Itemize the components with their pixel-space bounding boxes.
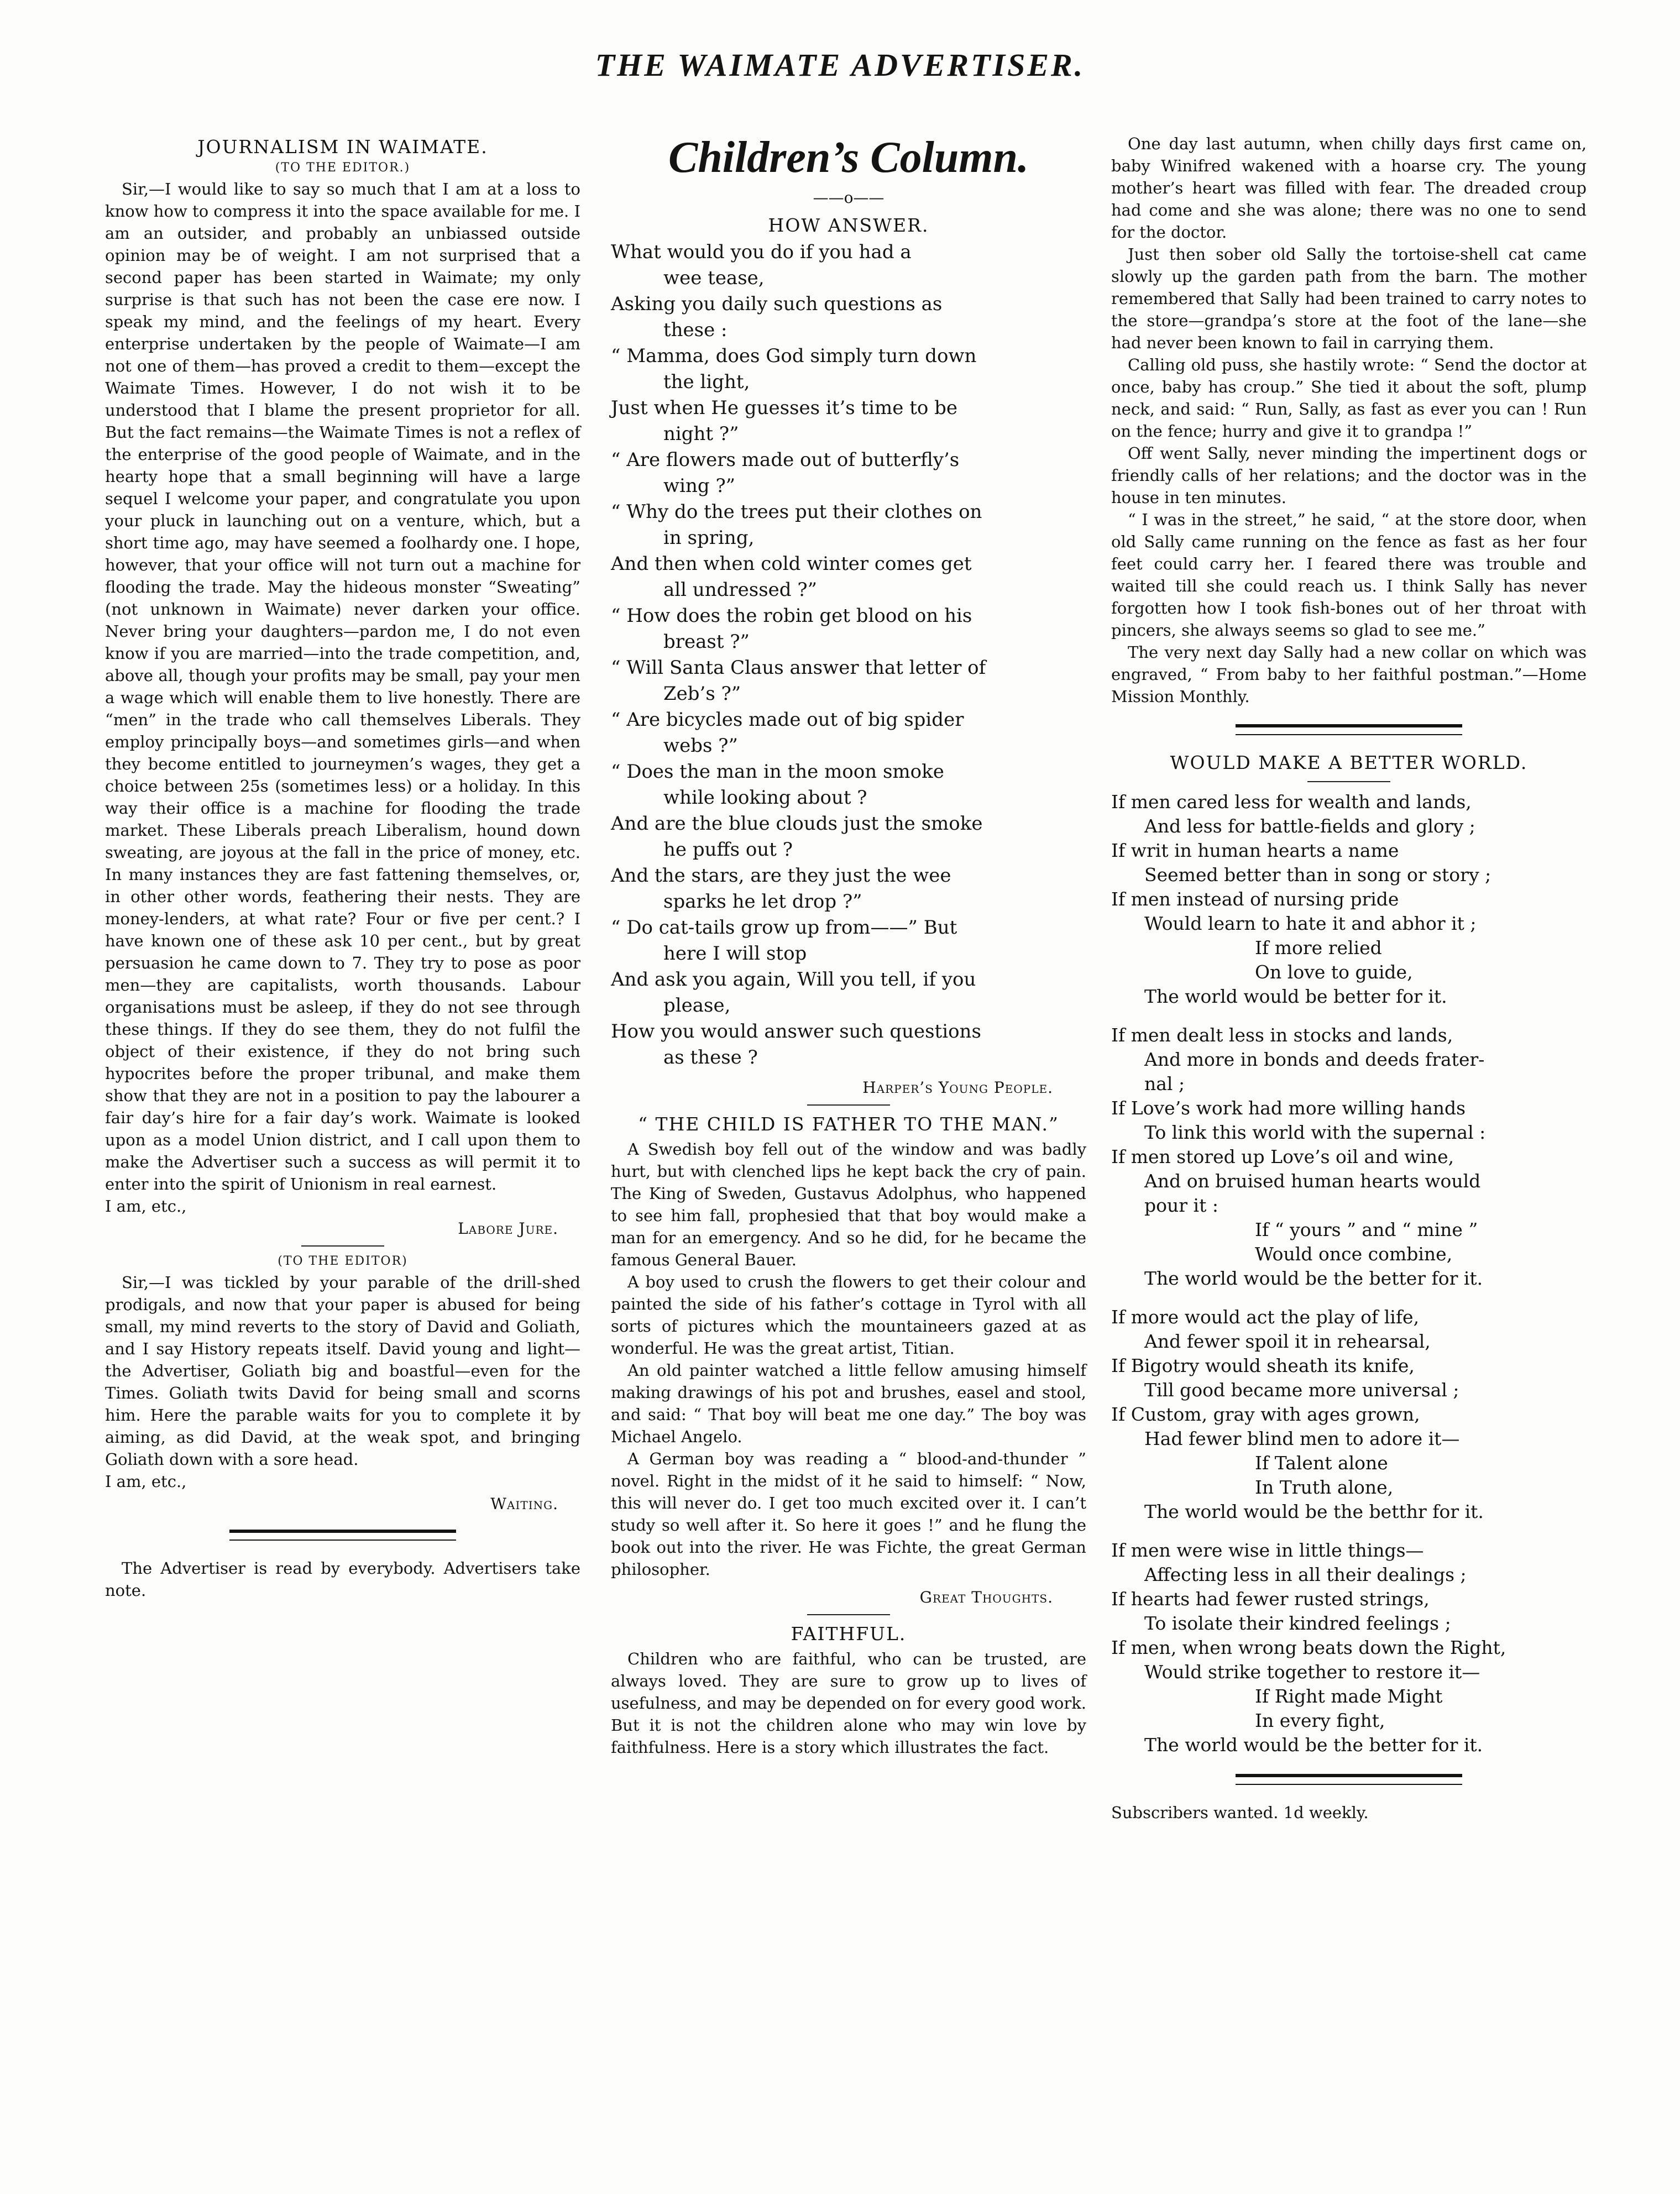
poem-line: If men dealt less in stocks and lands, — [1111, 1024, 1453, 1046]
poem-line: Would once combine, — [1255, 1243, 1453, 1265]
poem-line: If “ yours ” and “ mine ” — [1255, 1219, 1478, 1240]
poem-line: Had fewer blind men to adore it— — [1144, 1428, 1460, 1449]
divider — [807, 1104, 890, 1106]
paragraph: The very next day Sally had a new collar on which was engraved, “ From baby to her faithful postman.”—Home Mission Monthly. — [1111, 643, 1587, 706]
poem-line: And the stars, are they just the wee — [611, 865, 951, 887]
poem-line: here I will stop — [663, 942, 807, 965]
divider — [229, 1530, 456, 1541]
poem-line: And are the blue clouds just the smoke — [611, 813, 983, 835]
stanza-gap — [1111, 1009, 1587, 1023]
poem-title: HOW ANSWER. — [768, 214, 929, 236]
paragraph: Children who are faithful, who can be trusted, are always loved. They are sure to grow up to lives of usefulness, and may be depended on for every good work. But it is not the children alone who may win love by faithfulness. Here is a story which illustrates the fact. — [611, 1650, 1086, 1757]
letter-body: Sir,—I was tickled by your parable of the drill-shed prodigals, and now that your paper is abused for being small, my mind reverts to the story of David and Goliath, and I say History repeats itself. David young and light—the Advertiser, Goliath big and boastful—even for the Times. Goliath twits David for being small and scorns him. Here the parable waits for you to complete it by aiming, as did David, at the weak spot, and bringing Goliath down with a sore head. — [105, 1273, 580, 1469]
poem-line: “ Why do the trees put their clothes on — [611, 501, 982, 523]
stanza-gap — [1111, 1524, 1587, 1538]
poem-line: The world would be better for it. — [1144, 986, 1447, 1007]
poem-line: all undressed ?” — [663, 579, 817, 601]
article-body — [611, 1648, 1086, 1758]
poem-line: If Love’s work had more willing hands — [1111, 1097, 1466, 1119]
poem-line: please, — [663, 994, 731, 1017]
paragraph: A German boy was reading a “ blood-and-thunder ” novel. Right in the midst of it he said to himself: “ Now, this will never do. I get too much excited over it. I can’t study so well after it. So here it goes !” and he flung the book out into the river. He was Fichte, the great German philosopher. — [611, 1449, 1086, 1579]
poem-line: in spring, — [663, 527, 755, 549]
letter-closing: I am, etc., — [105, 1197, 187, 1216]
section-title: Children’s Column. — [668, 133, 1029, 182]
stanza-gap — [1111, 1291, 1587, 1305]
poem-line: Zeb’s ?” — [663, 683, 741, 705]
article-source: Great Thoughts. — [919, 1588, 1053, 1606]
poem-line: And on bruised human hearts would — [1144, 1170, 1481, 1192]
poem-line: while looking about ? — [663, 787, 867, 809]
paragraph: One day last autumn, when chilly days first came on, baby Winifred wakened with a hoarse cry. The young mother’s heart was filled with fear. The dreaded croup had come and she was alone; there was no one to send for the doctor. — [1111, 134, 1587, 242]
poem-line: pour it : — [1144, 1195, 1218, 1216]
story-body — [1111, 133, 1587, 708]
poem-line: And then when cold winter comes get — [611, 553, 972, 575]
poem-line: To link this world with the supernal : — [1144, 1122, 1486, 1143]
poem-line: If Right made Might — [1255, 1685, 1443, 1707]
letter-title: JOURNALISM IN WAIMATE. — [197, 136, 488, 158]
poem-source: Harper’s Young People. — [862, 1078, 1053, 1097]
poem-line: “ Do cat-tails grow up from——” But — [611, 917, 957, 939]
paragraph: Off went Sally, never minding the impertinent dogs or friendly calls of her relations; and the doctor was in the house in ten minutes. — [1111, 444, 1587, 507]
poem-line: wing ?” — [663, 475, 736, 497]
poem-line: The world would be the better for it. — [1144, 1734, 1483, 1756]
poem-line: If men were wise in little things— — [1111, 1540, 1424, 1561]
poem — [1111, 790, 1587, 1757]
poem-line: If more would act the play of life, — [1111, 1306, 1420, 1328]
poem-line: If men instead of nursing pride — [1111, 888, 1399, 910]
poem-line: Seemed better than in song or story ; — [1144, 864, 1491, 886]
poem-title: WOULD MAKE A BETTER WORLD. — [1170, 752, 1528, 773]
poem-line: What would you do if you had a — [611, 241, 912, 263]
poem-line: Would learn to hate it and abhor it ; — [1144, 913, 1477, 934]
letter-subtitle: (TO THE EDITOR) — [278, 1254, 408, 1268]
poem-line: nal ; — [1144, 1073, 1185, 1095]
poem-line: Till good became more universal ; — [1144, 1379, 1459, 1401]
footer-note: The Advertiser is read by everybody. Advertisers take note. — [105, 1559, 580, 1600]
poem-line: In every fight, — [1255, 1710, 1385, 1731]
poem-line: wee tease, — [663, 267, 765, 289]
divider — [1236, 724, 1462, 735]
poem-line: How you would answer such questions — [611, 1020, 981, 1043]
letter-signature: Waiting. — [490, 1495, 558, 1513]
poem-line: “ Mamma, does God simply turn down — [611, 345, 977, 367]
poem-line: If men cared less for wealth and lands, — [1111, 791, 1472, 813]
letter-signature: Labore Jure. — [458, 1219, 558, 1238]
paragraph: Calling old puss, she hastily wrote: “ Send the doctor at once, baby has croup.” She tied it about the soft, plump neck, and said: “ Run, Sally, as fast as ever you can ! Run on the fence; hurry and give it to grandpa !” — [1111, 355, 1587, 441]
article-title: FAITHFUL. — [791, 1623, 907, 1645]
divider — [807, 1614, 890, 1615]
poem-line: To isolate their kindred feelings ; — [1144, 1612, 1451, 1634]
poem-line: If Bigotry would sheath its knife, — [1111, 1355, 1415, 1376]
letter-subtitle: (TO THE EDITOR.) — [275, 161, 411, 175]
ornament: ——o—— — [813, 188, 885, 207]
poem-line: The world would be the better for it. — [1144, 1268, 1483, 1289]
poem-line: night ?” — [663, 423, 739, 445]
article-body — [611, 1138, 1086, 1580]
poem-line: Asking you daily such questions as — [611, 293, 943, 315]
poem-line: “ Does the man in the moon smoke — [611, 761, 944, 783]
poem-line: If hearts had fewer rusted strings, — [1111, 1588, 1430, 1610]
paragraph: An old painter watched a little fellow amusing himself making drawings of his pot and brushes, easel and stool, and said: “ That boy will beat me one day.” The boy was Michael Angelo. — [611, 1361, 1086, 1446]
paragraph: A boy used to crush the flowers to get their colour and painted the side of his father’s cottage in Tyrol with all sorts of pictures which the mountaineers gazed at as wonderful. He was the great artist, Titian. — [611, 1273, 1086, 1358]
poem-line: these : — [663, 319, 728, 341]
divider — [1307, 781, 1390, 782]
poem-line: he puffs out ? — [663, 839, 793, 861]
article-title: “ THE CHILD IS FATHER TO THE MAN.” — [638, 1113, 1059, 1135]
poem-line: If Custom, gray with ages grown, — [1111, 1404, 1420, 1425]
poem-line: If more relied — [1255, 937, 1382, 959]
poem-line: On love to guide, — [1255, 961, 1413, 983]
poem-line: breast ?” — [663, 631, 750, 653]
poem — [611, 239, 1086, 1071]
footer-note: Subscribers wanted. 1d weekly. — [1111, 1803, 1369, 1822]
column-right — [1111, 133, 1587, 1824]
poem-line: “ Are flowers made out of butterfly’s — [611, 449, 960, 471]
poem-line: And less for battle-fields and glory ; — [1144, 815, 1475, 837]
poem-line: as these ? — [663, 1046, 758, 1069]
poem-line: Would strike together to restore it— — [1144, 1661, 1480, 1683]
poem-line: The world would be the betthr for it. — [1144, 1501, 1484, 1522]
masthead: THE WAIMATE ADVERTISER. — [595, 47, 1085, 83]
letter-closing: I am, etc., — [105, 1472, 187, 1491]
divider — [1236, 1774, 1462, 1785]
poem-line: sparks he let drop ?” — [663, 891, 862, 913]
poem-line: If writ in human hearts a name — [1111, 840, 1399, 861]
poem-line: If Talent alone — [1255, 1452, 1388, 1474]
divider — [301, 1245, 384, 1247]
poem-line: webs ?” — [663, 735, 738, 757]
poem-line: Affecting less in all their dealings ; — [1144, 1564, 1467, 1585]
poem-line: In Truth alone, — [1255, 1476, 1394, 1498]
poem-line: “ How does the robin get blood on his — [611, 605, 972, 627]
column-left — [105, 133, 580, 1601]
poem-line: “ Are bicycles made out of big spider — [611, 709, 964, 731]
paragraph: Just then sober old Sally the tortoise-shell cat came slowly up the garden path from the barn. The mother remembered that Sally had been trained to carry notes to the store—grandpa’s store at the foot of the lane—she had never been known to fail in carrying them. — [1111, 245, 1587, 352]
poem-line: And more in bonds and deeds frater- — [1144, 1049, 1485, 1070]
poem-line: the light, — [663, 371, 750, 393]
poem-line: And ask you again, Will you tell, if you — [611, 968, 976, 991]
column-center — [611, 133, 1086, 1758]
paragraph: A Swedish boy fell out of the window and was badly hurt, but with clenched lips he kept back the cry of pain. The King of Sweden, Gustavus Adolphus, who happened to see him fall, prophesied that that boy would make a man for an emergency. And so he did, for he became the famous General Bauer. — [611, 1140, 1086, 1269]
paragraph: “ I was in the street,” he said, “ at the store door, when old Sally came running on the fence as fast as her four feet could carry her. I feared there was trouble and waited till she could reach us. I think Sally has never forgotten how I took fish-bones out of her throat with pincers, she always seems so glad to see me.” — [1111, 510, 1587, 640]
letter-body: Sir,—I would like to say so much that I am at a loss to know how to compress it into the space available for me. I am an outsider, and probably an unbiassed outside opinion may be of weight. I am not surprised that a second paper has been started in Waimate; my only surprise is that such has not been the case ere now. I speak my mind, and the feelings of my heart. Every enterprise undertaken by the people of Waimate—I am not one of them—has proved a credit to them—except the Waimate Times. However, I do not wish it to be understood that I blame the present proprietor for all. But the fact remains—the Waimate Times is not a reflex of the enterprise of the good people of Waimate, and in the hearty hope that a small beginning will have a large sequel I welcome your paper, and congratulate you upon your pluck in launching out on a venture, which, but a short time ago, may have seemed a foolhardy one. I hope, however, that your office will not turn out a machine for flooding the trade. May the hideous monster “Sweating” (not unknown in Waimate) never darken your office. Never bring your daughters—pardon me, I do not even know if you are married—into the trade competition, and, above all, though your profits may be small, pay your men a wage which will enable them to live honestly. There are “men” in the trade who call themselves Liberals. They employ principally boys—and sometimes girls—and when they become entitled to journeymen’s wages, they get a choice between 25s (sometimes less) or a holiday. In this way their office is a machine for flooding the trade market. These Liberals preach Liberalism, hound down sweating, are joyous at the fall in the price of money, etc. In many instances they are fast fattening themselves, or, in other other words, feathering their nests. They are money-lenders, at what rate? Four or five per cent.? I have known one of these ask 10 per cent., but by great persuasion he came down to 7. They try to pose as poor men—they are capitalists, worth thousands. Labour organisations must be asleep, if they do not see through these things. If they do see them, they do not fulfil the object of their existence, if they do not bring such hypocrites before the proper tribunal, and make them show that they are not in a position to pay the labourer a fair day’s hire for a fair day’s work. Waimate is looked upon as a model Union district, and I call upon them to make the Advertiser such a success as will permit it to enter into the spirit of Unionism in real earnest. — [105, 180, 580, 1193]
poem-line: Just when He guesses it’s time to be — [611, 397, 958, 419]
poem-line: If men stored up Love’s oil and wine, — [1111, 1146, 1454, 1167]
poem-line: “ Will Santa Claus answer that letter of — [611, 657, 986, 679]
poem-line: If men, when wrong beats down the Right, — [1111, 1637, 1506, 1658]
poem-line: And fewer spoil it in rehearsal, — [1144, 1331, 1431, 1352]
